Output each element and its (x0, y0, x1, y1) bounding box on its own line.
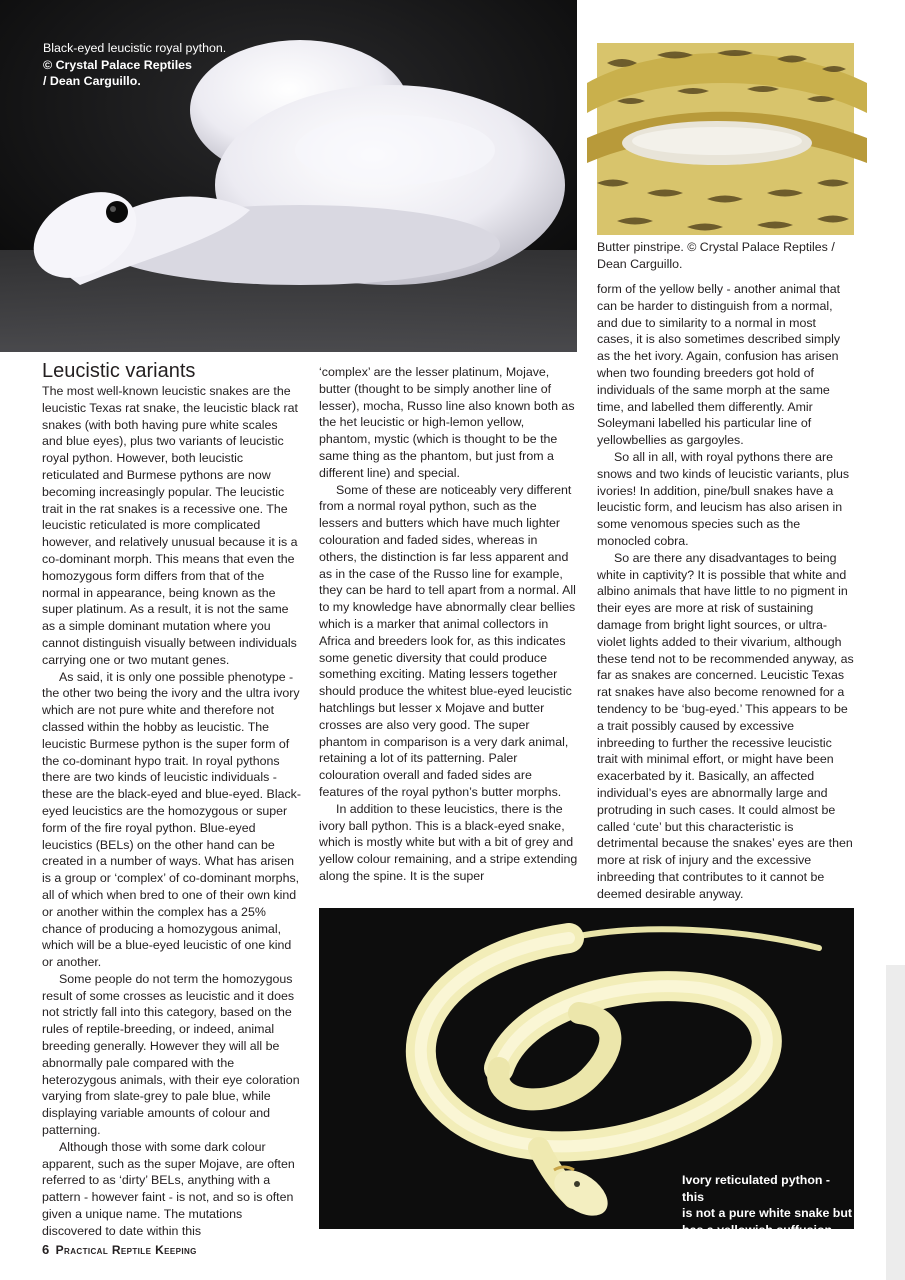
paragraph: In addition to these leucistics, there is the ivory ball python. This is a black-eyed snake, which is mostly white but with a bit of grey and yellow colour remaining, and a stripe extending along the spine. It is the super (319, 801, 578, 883)
publication-name: Practical Reptile Keeping (55, 1243, 197, 1257)
article-column-3 (597, 281, 855, 902)
page-edge-tab (886, 965, 905, 1280)
page-footer (42, 1242, 197, 1257)
photo-leucistic-royal-python (0, 0, 577, 352)
photo-caption: Butter pinstripe. © Crystal Palace Reptiles / Dean Carguillo. (597, 240, 835, 271)
paragraph: The most well-known leucistic snakes are the leucistic Texas rat snake, the leucistic black rat snakes (with both having pure white scales and blue eyes), plus two variants of leucistic royal python. However, both leucistic reticulated and Burmese pythons are now becoming increasingly popular. The leucistic trait in the rat snakes is a recessive one. The leucistic reticulated is more complicated however, and relatively unusual because it is a co-dominant morph. This means that even the homozygous form differs from that of the normal in appearance, being known as the super platinum. As a result, it is not the same as a simple dominant mutation where you cannot distinguish visually between individuals carrying one or two mutant genes. (42, 384, 298, 667)
article-column-2 (319, 364, 578, 885)
paragraph: Some of these are noticeably very different from a normal royal python, such as the lessers and butters which have much lighter colouration and faded sides, whereas in others, the distinction is far less apparent and as in the case of the Russo line for example, they can be hard to tell apart from a normal. All to my knowledge have abnormally clear bellies which is a marker that animal collectors in Africa and breeders look for, as this indicates some genetic diversity that could produce something exciting. Mating lessers together should produce the whitest blue-eyed leucistic hatchlings but lesser x Mojave and butter crosses are also very good. The super phantom in comparison is a very dark animal, retaining a lot of its patterning. Paler colouration overall and faded sides are features of the royal python’s butter morphs. (319, 482, 576, 799)
paragraph: As said, it is only one possible phenotype - the other two being the ivory and the ultra ivory which are not pure white and therefore not classed within the hobby as leucistic. The leucistic Burmese python is the super form of the co-dominant hypo trait. In royal pythons there are two kinds of leucistic individuals - these are the black-eyed and blue-eyed. Black- eyed leucistics are the homozygous or super form of the fire royal python. Blue-eyed leucistics (BELs) on the other hand can be created in a number of ways. What has arisen is a group or ‘complex’ of co-dominant morphs, all of which when bred to one of their own kind or another within the complex has a 25% chance of producing a homozygous animal, which will be a blue-eyed leucistic of one kind or another. (42, 669, 301, 970)
photo-caption: Black-eyed leucistic royal python. © Crystal Palace Reptiles / Dean Carguillo. (43, 41, 227, 88)
photo-caption: Ivory reticulated python - this is not a pure white snake but has a yellowish suffusion. (682, 1173, 853, 1237)
paragraph: ‘complex’ are the lesser platinum, Mojave, butter (thought to be simply another line of lesser), mocha, Russo line also known both as the het leucistic or high-lemon yellow, phantom, mystic (which is thought to be the same thing as the phantom, but just from a different line) and special. (319, 365, 575, 480)
paragraph: form of the yellow belly - another animal that can be harder to distinguish from a normal, and due to similarity to a normal in most cases, it is also sometimes described simply as the het ivory. Again, confusion has arisen when two founding breeders got hold of individuals of the same morph at the same time, and labelled them differently. Amir Soleymani labelled his particular line of yellowbellies as gargoyles. (597, 282, 841, 448)
snake-pattern-illustration (597, 43, 854, 235)
paragraph: Some people do not term the homozygous result of some crosses as leucistic and it does not strictly fall into this category, based on the rules of reptile-breeding, or indeed, animal breeding generally. However they will all be abnormally pale compared with the heterozygous animals, with their eye coloration varying from slate-grey to pale blue, while displaying variable amounts of colour and patterning. (42, 971, 300, 1138)
section-heading: Leucistic variants (42, 360, 196, 382)
page-number: 6 (42, 1242, 50, 1257)
photo-butter-pinstripe (597, 43, 854, 235)
paragraph: Although those with some dark colour apparent, such as the super Mojave, are often referred to as ‘dirty’ BELs, anything with a pattern - however faint - is not, and so is often given a unique name. The mutations discovered to date within this (42, 1139, 295, 1238)
photo-ivory-reticulated-python (319, 908, 854, 1237)
paragraph: So all in all, with royal pythons there are snows and two kinds of leucistic variants, plus ivories! In addition, pine/bull snakes have a leucistic form, and leucism has also arisen in some venomous species such as the monocled cobra. (597, 449, 850, 548)
article-column-1 (42, 360, 301, 1240)
paragraph: So are there any disadvantages to being white in captivity? It is possible that white and albino animals that have little to no pigment in their eyes are more at risk of sustaining damage from bright light sources, or ultra-violet lights added to their vivarium, although these tend not to be recommended anyway, as far as snakes are concerned. Leucistic Texas rat snakes have also become renowned for a tendency to be ‘bug-eyed.’ This appears to be a trait possibly caused by excessive inbreeding to further the recessive leucistic trait with minimal effort, or might have been exacerbated by it. Basically, an affected individual’s eyes are abnormally large and protruding in such cases. It could almost be called ‘cute’ but this characteristic is detrimental because the snakes’ eyes are then more at risk of injury and the excessive inbreeding that contributes to it cannot be deemed desirable anyway. (597, 550, 854, 901)
